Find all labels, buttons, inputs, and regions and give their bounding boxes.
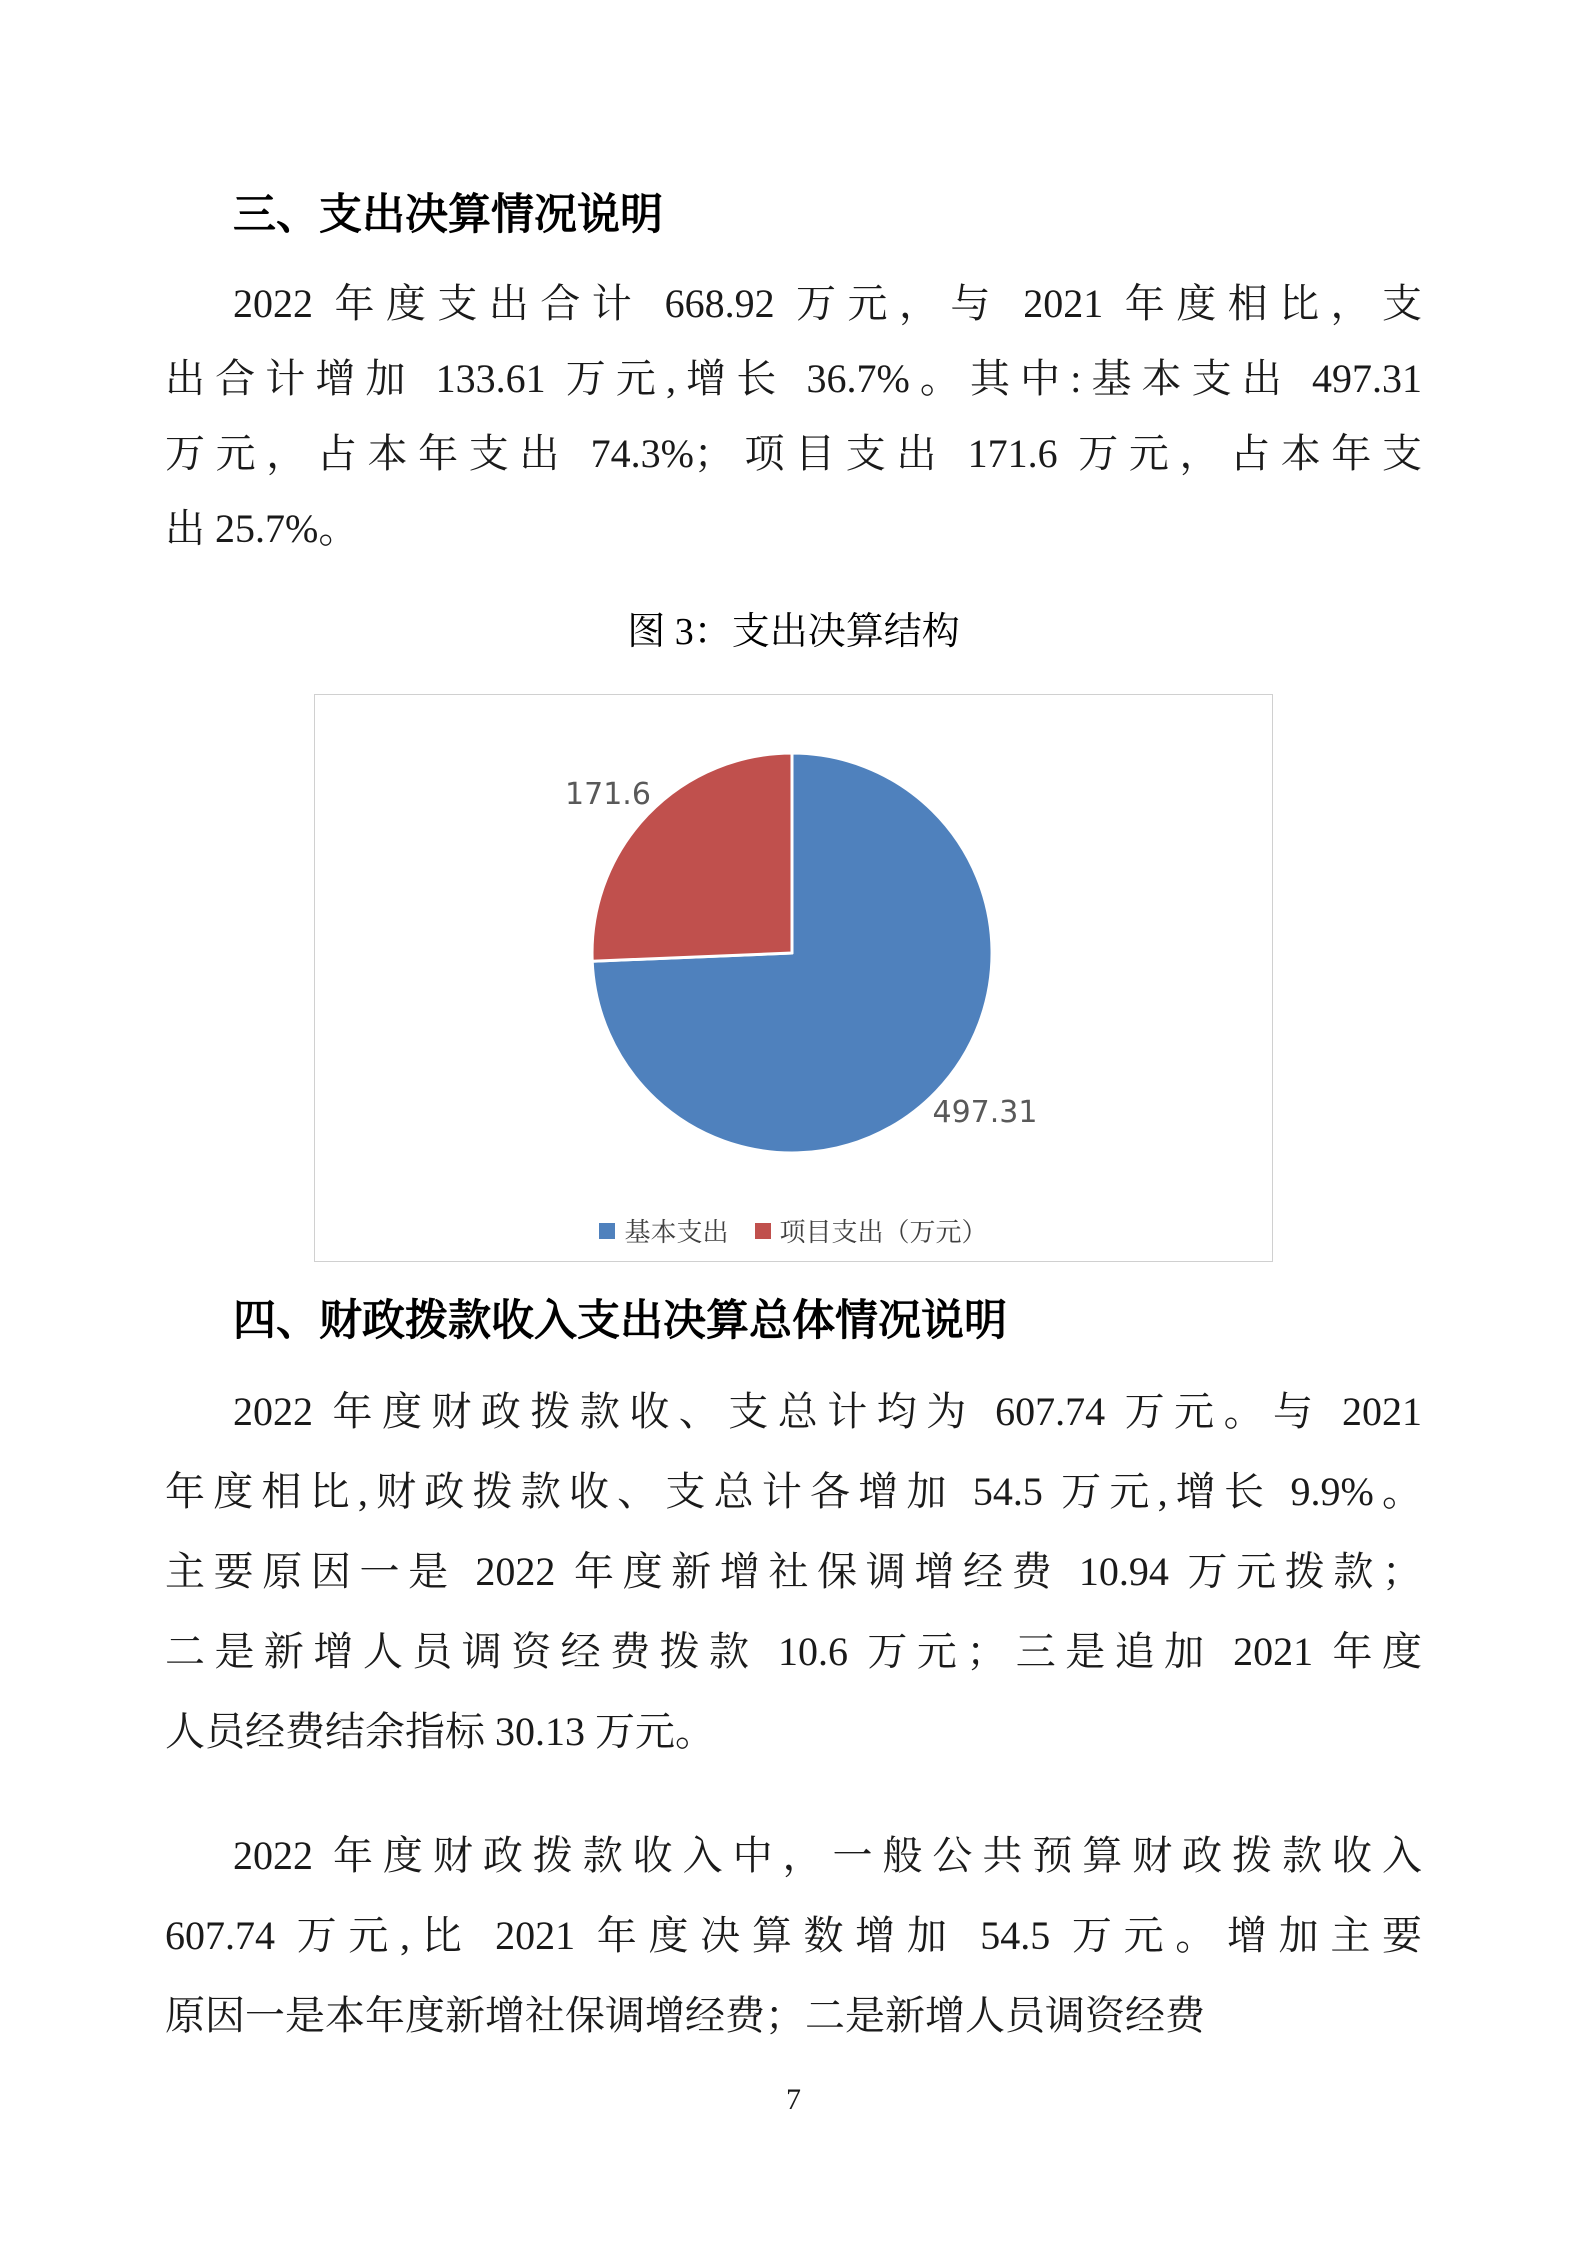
section-4-paragraph-2 (165, 1816, 1422, 2056)
legend-item-basic (599, 1212, 728, 1249)
pie-chart-figure (314, 694, 1273, 1262)
data-label-project: 171.6 (565, 777, 651, 812)
paragraph-line: 2022 年度财政拨款收、支总计均为 607.74 万元。与 2021 (233, 1389, 1422, 1434)
legend-label: 项目支出（万元） (779, 1218, 988, 1247)
data-label-basic: 497.31 (932, 1095, 1038, 1130)
paragraph-line: 出合计增加 133.61 万元,增长 36.7%。其中:基本支出 497.31 (165, 356, 1422, 401)
paragraph-line: 原因一是本年度新增社保调增经费；二是新增人员调资经费 (165, 1993, 1205, 2038)
paragraph-line: 2022 年度财政拨款收入中，一般公共预算财政拨款收入 (233, 1833, 1422, 1878)
paragraph-line: 出 25.7%。 (165, 506, 359, 551)
section-4-heading: 四、财政拨款收入支出决算总体情况说明 (233, 1297, 1007, 1345)
legend-swatch-project (755, 1223, 771, 1239)
paragraph-line: 2022 年度支出合计 668.92 万元，与 2021 年度相比，支 (233, 281, 1422, 326)
legend-swatch-basic (599, 1223, 615, 1239)
section-3-heading: 三、支出决算情况说明 (233, 191, 663, 239)
paragraph-line: 年度相比,财政拨款收、支总计各增加 54.5 万元,增长 9.9%。 (165, 1469, 1422, 1514)
paragraph-line: 二是新增人员调资经费拨款 10.6 万元；三是追加 2021 年度 (165, 1629, 1422, 1674)
pie-chart (315, 695, 1272, 1261)
section-3-paragraph (165, 266, 1422, 566)
chart-legend (315, 1212, 1272, 1249)
figure-caption: 图 3：支出决算结构 (627, 611, 960, 653)
paragraph-line: 607.74 万元,比 2021 年度决算数增加 54.5 万元。增加主要 (165, 1913, 1422, 1958)
legend-label: 基本支出 (624, 1218, 729, 1247)
paragraph-line: 万元，占本年支出 74.3%；项目支出 171.6 万元，占本年支 (165, 431, 1422, 476)
section-4-paragraph-1 (165, 1372, 1422, 1772)
paragraph-line: 主要原因一是 2022 年度新增社保调增经费 10.94 万元拨款； (165, 1549, 1422, 1594)
page-number: 7 (786, 2083, 801, 2116)
legend-item-project (755, 1212, 988, 1249)
paragraph-line: 人员经费结余指标 30.13 万元。 (165, 1709, 715, 1754)
